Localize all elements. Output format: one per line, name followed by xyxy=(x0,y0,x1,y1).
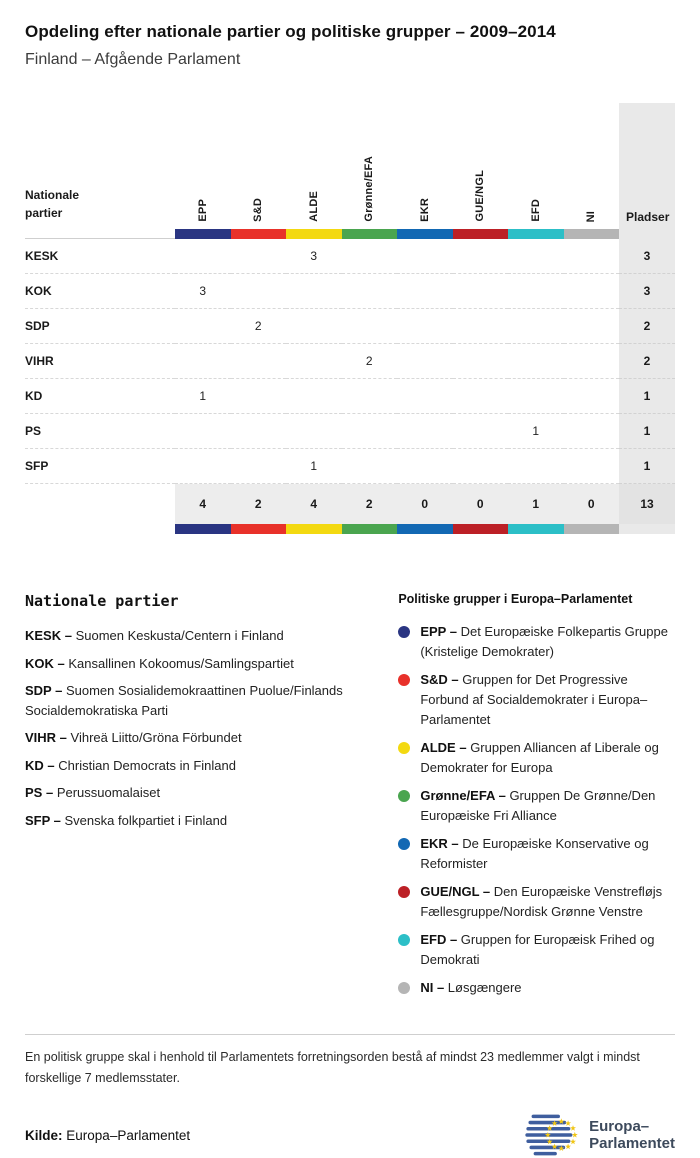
seats-cell: 1 xyxy=(619,379,675,414)
pladser-column-spacer xyxy=(619,229,675,239)
total-cell: 4 xyxy=(175,484,231,524)
cell xyxy=(397,274,453,309)
cell xyxy=(453,414,509,449)
group-color-bar-groenne-efa xyxy=(342,229,398,239)
cell xyxy=(453,274,509,309)
source-line xyxy=(25,1128,190,1143)
legend-item-sd: S&D – Gruppen for Det Progressive Forbund af Socialdemokrater i Europa–Parlamentet xyxy=(398,670,675,730)
footer-bar xyxy=(25,1112,675,1158)
cell xyxy=(564,379,620,414)
legend-item-kok: KOK – Kansallinen Kokoomus/Samlingspartiet xyxy=(25,655,294,671)
cell xyxy=(231,449,287,484)
column-header-ekr: EKR xyxy=(418,198,431,222)
group-color-bar-gue-ngl xyxy=(453,229,509,239)
national-parties-legend xyxy=(25,592,373,1006)
legend-item-epp: EPP – Det Europæiske Folkepartis Gruppe (Kristelige Demokrater) xyxy=(398,622,675,662)
row-header-nationale-partier: Nationale partier xyxy=(25,187,80,221)
cell xyxy=(286,379,342,414)
seats-cell: 2 xyxy=(619,309,675,344)
group-color-bar-ekr xyxy=(397,524,453,534)
cell xyxy=(175,344,231,379)
legend-item-vihr: VIHR – Vihreä Liitto/Gröna Förbundet xyxy=(25,730,242,745)
legend-item-gue-ngl: GUE/NGL – Den Europæiske Venstrefløjs Fællesgruppe/Nordisk Grønne Venstre xyxy=(398,882,675,922)
cell xyxy=(508,449,564,484)
cell xyxy=(564,239,620,274)
total-cell: 4 xyxy=(286,484,342,524)
alde-color-dot-icon xyxy=(398,742,410,754)
pladser-column-spacer xyxy=(619,524,675,534)
cell xyxy=(508,379,564,414)
cell xyxy=(564,344,620,379)
legend-item-efd: EFD – Gruppen for Europæisk Frihed og Demokrati xyxy=(398,930,675,970)
group-color-bar-epp xyxy=(175,524,231,534)
group-color-bar-efd xyxy=(508,524,564,534)
seats-cell: 3 xyxy=(619,274,675,309)
cell xyxy=(508,274,564,309)
legend-item-kd: KD – Christian Democrats in Finland xyxy=(25,757,236,773)
party-label: SFP xyxy=(25,449,175,484)
legend-item-ekr: EKR – De Europæiske Konservative og Reformister xyxy=(398,834,675,874)
bottom-bar-spacer xyxy=(25,524,175,534)
cell: 1 xyxy=(508,414,564,449)
cell xyxy=(175,309,231,344)
ep-logo-wordmark: Europa– Parlamentet xyxy=(589,1117,675,1153)
epp-color-dot-icon xyxy=(398,626,410,638)
seats-table xyxy=(25,103,675,534)
cell xyxy=(453,449,509,484)
ekr-color-dot-icon xyxy=(398,838,410,850)
cell xyxy=(397,239,453,274)
cell xyxy=(286,344,342,379)
cell xyxy=(564,309,620,344)
total-cell: 1 xyxy=(508,484,564,524)
total-cell: 0 xyxy=(453,484,509,524)
cell xyxy=(231,414,287,449)
cell xyxy=(564,449,620,484)
cell xyxy=(508,239,564,274)
cell: 3 xyxy=(286,239,342,274)
cell: 1 xyxy=(175,379,231,414)
legend-item-kesk: KESK – Suomen Keskusta/Centern i Finland xyxy=(25,628,284,643)
column-header-alde: ALDE xyxy=(307,191,320,222)
sd-color-dot-icon xyxy=(398,674,410,686)
group-color-bar-alde xyxy=(286,524,342,534)
source-label: Kilde: xyxy=(25,1127,63,1143)
group-color-bar-groenne-efa xyxy=(342,524,398,534)
group-color-bar-efd xyxy=(508,229,564,239)
group-color-bar-gue-ngl xyxy=(453,524,509,534)
cell xyxy=(231,344,287,379)
legend-section xyxy=(25,592,675,1006)
group-color-bar-sd xyxy=(231,229,287,239)
cell xyxy=(397,309,453,344)
total-cell: 2 xyxy=(342,484,398,524)
national-parties-heading: Nationale partier xyxy=(25,592,179,610)
cell xyxy=(453,344,509,379)
cell xyxy=(453,309,509,344)
seats-cell: 1 xyxy=(619,414,675,449)
political-groups-legend xyxy=(398,592,675,1006)
seats-cell: 3 xyxy=(619,239,675,274)
cell xyxy=(342,309,398,344)
total-cell: 2 xyxy=(231,484,287,524)
column-header-groenne-efa: Grønne/EFA xyxy=(363,156,376,222)
cell xyxy=(397,379,453,414)
cell xyxy=(397,344,453,379)
cell xyxy=(453,379,509,414)
party-label: SDP xyxy=(25,309,175,344)
cell xyxy=(231,379,287,414)
header-underline xyxy=(25,229,175,239)
group-color-bar-epp xyxy=(175,229,231,239)
party-label: VIHR xyxy=(25,344,175,379)
group-color-bar-sd xyxy=(231,524,287,534)
cell xyxy=(286,309,342,344)
page-subtitle: Finland – Afgående Parlament xyxy=(25,51,241,68)
column-header-gue-ngl: GUE/NGL xyxy=(474,170,487,222)
totals-row-spacer xyxy=(25,484,175,524)
cell xyxy=(342,274,398,309)
cell xyxy=(342,414,398,449)
source-value: Europa–Parlamentet xyxy=(66,1127,191,1143)
total-seats-cell: 13 xyxy=(619,484,675,524)
column-header-epp: EPP xyxy=(196,199,209,222)
total-cell: 0 xyxy=(564,484,620,524)
cell xyxy=(397,414,453,449)
cell xyxy=(564,414,620,449)
cell: 2 xyxy=(231,309,287,344)
cell xyxy=(286,274,342,309)
group-color-bar-ni xyxy=(564,229,620,239)
cell xyxy=(342,379,398,414)
cell: 3 xyxy=(175,274,231,309)
cell: 2 xyxy=(342,344,398,379)
party-label: KOK xyxy=(25,274,175,309)
efd-color-dot-icon xyxy=(398,934,410,946)
legend-item-sfp: SFP – Svenska folkpartiet i Finland xyxy=(25,812,228,828)
european-parliament-logo xyxy=(524,1112,675,1158)
group-color-bar-ekr xyxy=(397,229,453,239)
party-label: KESK xyxy=(25,239,175,274)
cell xyxy=(231,239,287,274)
column-header-sd: S&D xyxy=(252,198,265,222)
ni-color-dot-icon xyxy=(398,982,410,994)
cell xyxy=(175,449,231,484)
cell xyxy=(175,414,231,449)
group-color-bar-alde xyxy=(286,229,342,239)
legend-item-groenne-efa: Grønne/EFA – Gruppen De Grønne/Den Europæiske Fri Alliance xyxy=(398,786,675,826)
column-header-ni: NI xyxy=(585,210,598,222)
page-title: Opdeling efter nationale partier og politiske grupper – 2009–2014 xyxy=(25,22,556,41)
cell xyxy=(175,239,231,274)
legend-item-alde: ALDE – Gruppen Alliancen af Liberale og Demokrater for Europa xyxy=(398,738,675,778)
legend-item-sdp: SDP – Suomen Sosialidemokraattinen Puolue/Finlands Socialdemokratiska Parti xyxy=(25,683,343,718)
column-header-pladser: Pladser xyxy=(619,103,675,229)
cell xyxy=(342,449,398,484)
seats-cell: 2 xyxy=(619,344,675,379)
group-color-bar-ni xyxy=(564,524,620,534)
legend-item-ni: NI – Løsgængere xyxy=(398,978,675,998)
cell xyxy=(508,344,564,379)
cell xyxy=(231,274,287,309)
cell xyxy=(397,449,453,484)
ep-flag-icon xyxy=(524,1112,580,1158)
total-cell: 0 xyxy=(397,484,453,524)
cell xyxy=(453,239,509,274)
gue-ngl-color-dot-icon xyxy=(398,886,410,898)
column-header-efd: EFD xyxy=(529,199,542,222)
cell xyxy=(286,414,342,449)
cell xyxy=(342,239,398,274)
cell: 1 xyxy=(286,449,342,484)
legend-item-ps: PS – Perussuomalaiset xyxy=(25,785,161,800)
cell xyxy=(508,309,564,344)
political-groups-heading: Politiske grupper i Europa–Parlamentet xyxy=(398,592,633,606)
footnote: En politisk gruppe skal i henhold til Parlamentets forretningsorden bestå af mindst 23 medlemmer valgt i mindst forskellige 7 medlemsstater. xyxy=(25,1034,675,1088)
seats-cell: 1 xyxy=(619,449,675,484)
groenne-efa-color-dot-icon xyxy=(398,790,410,802)
cell xyxy=(564,274,620,309)
party-label: PS xyxy=(25,414,175,449)
party-label: KD xyxy=(25,379,175,414)
